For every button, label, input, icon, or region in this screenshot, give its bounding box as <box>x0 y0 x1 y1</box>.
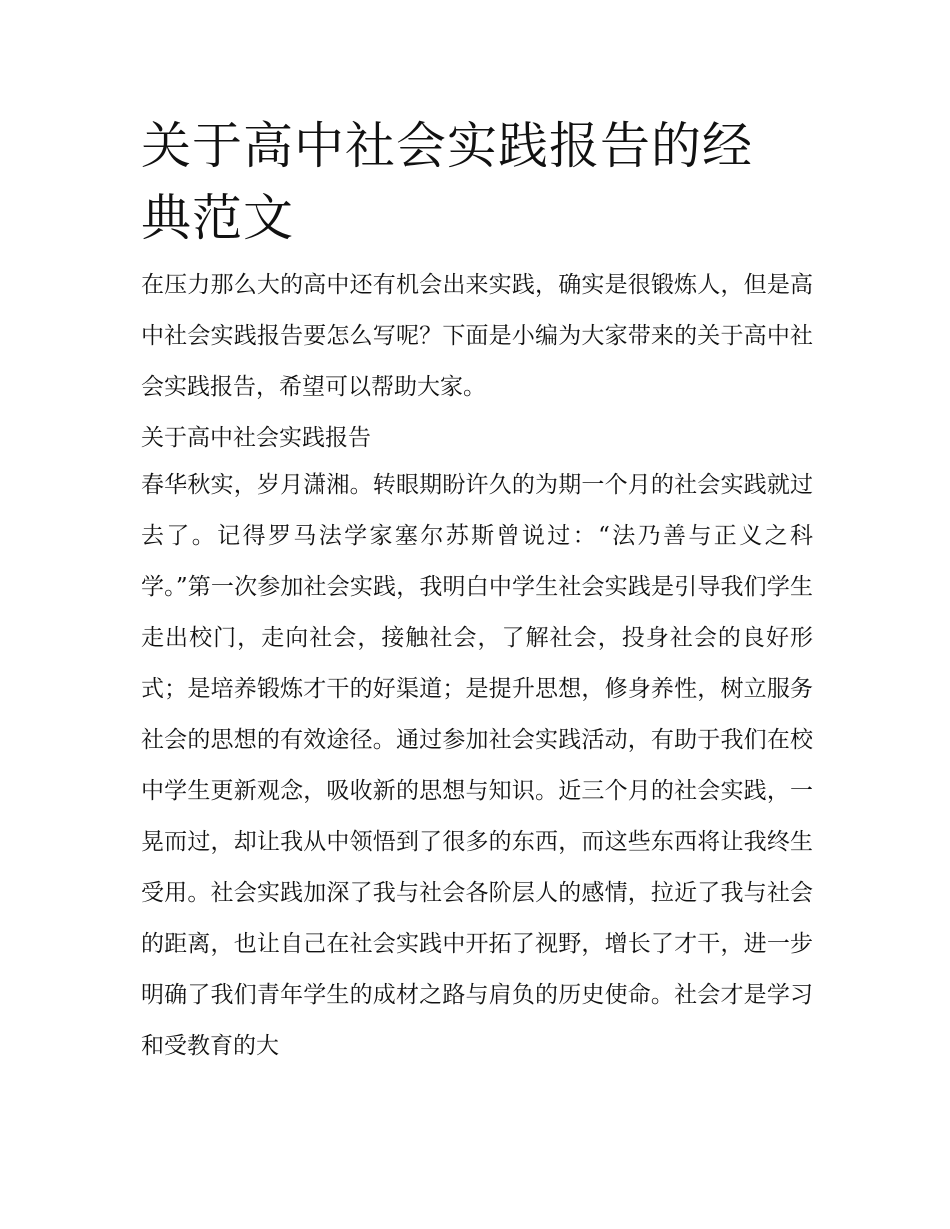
document-content <box>141 110 813 1072</box>
body-paragraph: 春华秋实，岁月潇湘。转眼期盼许久的为期一个月的社会实践就过去了。记得罗马法学家塞尔苏斯曾说过：“法乃善与正义之科学。”第一次参加社会实践，我明白中学生社会实践是引导我们学生走出校门，走向社会，接触社会，了解社会，投身社会的良好形式；是培养锻炼才干的好渠道；是提升思想，修身养性，树立服务社会的思想的有效途径。通过参加社会实践活动，有助于我们在校中学生更新观念，吸收新的思想与知识。近三个月的社会实践，一晃而过，却让我从中领悟到了很多的东西，而这些东西将让我终生受用。社会实践加深了我与社会各阶层人的感情，拉近了我与社会的距离，也让自己在社会实践中开拓了视野，增长了才干，进一步明确了我们青年学生的成材之路与肩负的历史使命。社会才是学习和受教育的大 <box>141 472 813 1059</box>
section-heading: 关于高中社会实践报告 <box>141 425 371 451</box>
document-title: 关于高中社会实践报告的经典范文 <box>141 117 753 247</box>
intro-paragraph: 在压力那么大的高中还有机会出来实践，确实是很锻炼人，但是高中社会实践报告要怎么写呢？下面是小编为大家带来的关于高中社会实践报告，希望可以帮助大家。 <box>141 272 813 400</box>
